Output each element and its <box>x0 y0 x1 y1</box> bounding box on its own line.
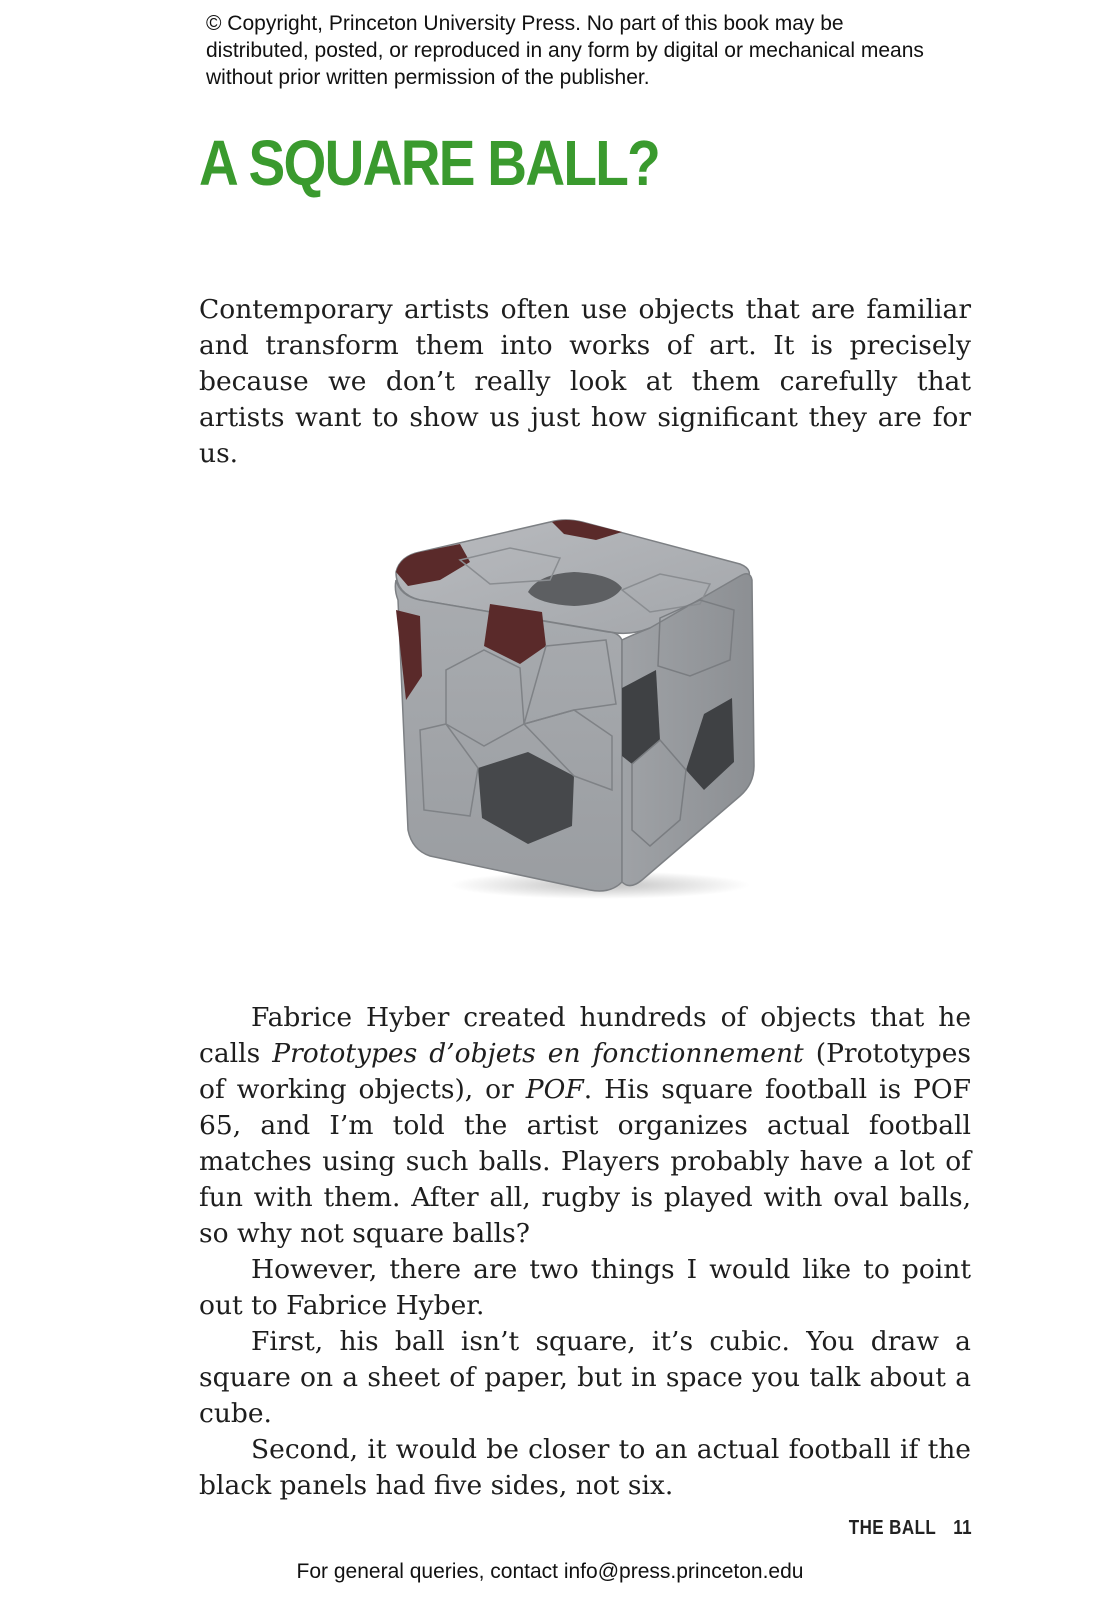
paragraph-2: However, there are two things I would like to point out to Fabrice Hyber. <box>199 1254 971 1321</box>
running-footer <box>849 1517 972 1540</box>
copyright-notice: © Copyright, Princeton University Press. No part of this book may be distributed, posted, or reproduced in any form by digital or mechanical means without prior written permission of the publisher. <box>206 12 924 89</box>
paragraph-1-text-a: Fabrice Hyber created hundreds of objects that he calls <box>199 1002 971 1069</box>
main-text <box>199 1000 971 1504</box>
intro-text: Contemporary artists often use objects that are familiar and transform them into works of art. It is precisely because we don’t really look at them carefully that artists want to show us just how significant they are for us. <box>199 294 971 469</box>
cubic-football-image <box>360 500 800 920</box>
paragraph-4: Second, it would be closer to an actual football if the black panels had five sides, not six. <box>199 1434 971 1501</box>
page-title: A SQUARE BALL? <box>199 127 660 199</box>
paragraph-1 <box>199 1000 971 1252</box>
paragraph-1-text-c: (Prototypes of working objects), or <box>199 1038 971 1105</box>
page-number: 11 <box>953 1517 972 1539</box>
paragraph-1-text-e: . His square football is POF 65, and I’m told the artist organizes actual football matches using such balls. Players probably have a lot of fun with them. After all, rugby is played with oval balls, so why not square balls? <box>199 1074 971 1249</box>
running-head: THE BALL <box>848 1517 937 1539</box>
contact-line: For general queries, contact info@press.princeton.edu <box>296 1560 804 1583</box>
intro-paragraph <box>199 292 971 472</box>
paragraph-1-italic-title: Prototypes d’objets en fonctionnement <box>272 1038 804 1069</box>
paragraph-3: First, his ball isn’t square, it’s cubic. You draw a square on a sheet of paper, but in space you talk about a cube. <box>199 1326 971 1429</box>
paragraph-1-italic-pof: POF <box>525 1074 584 1105</box>
